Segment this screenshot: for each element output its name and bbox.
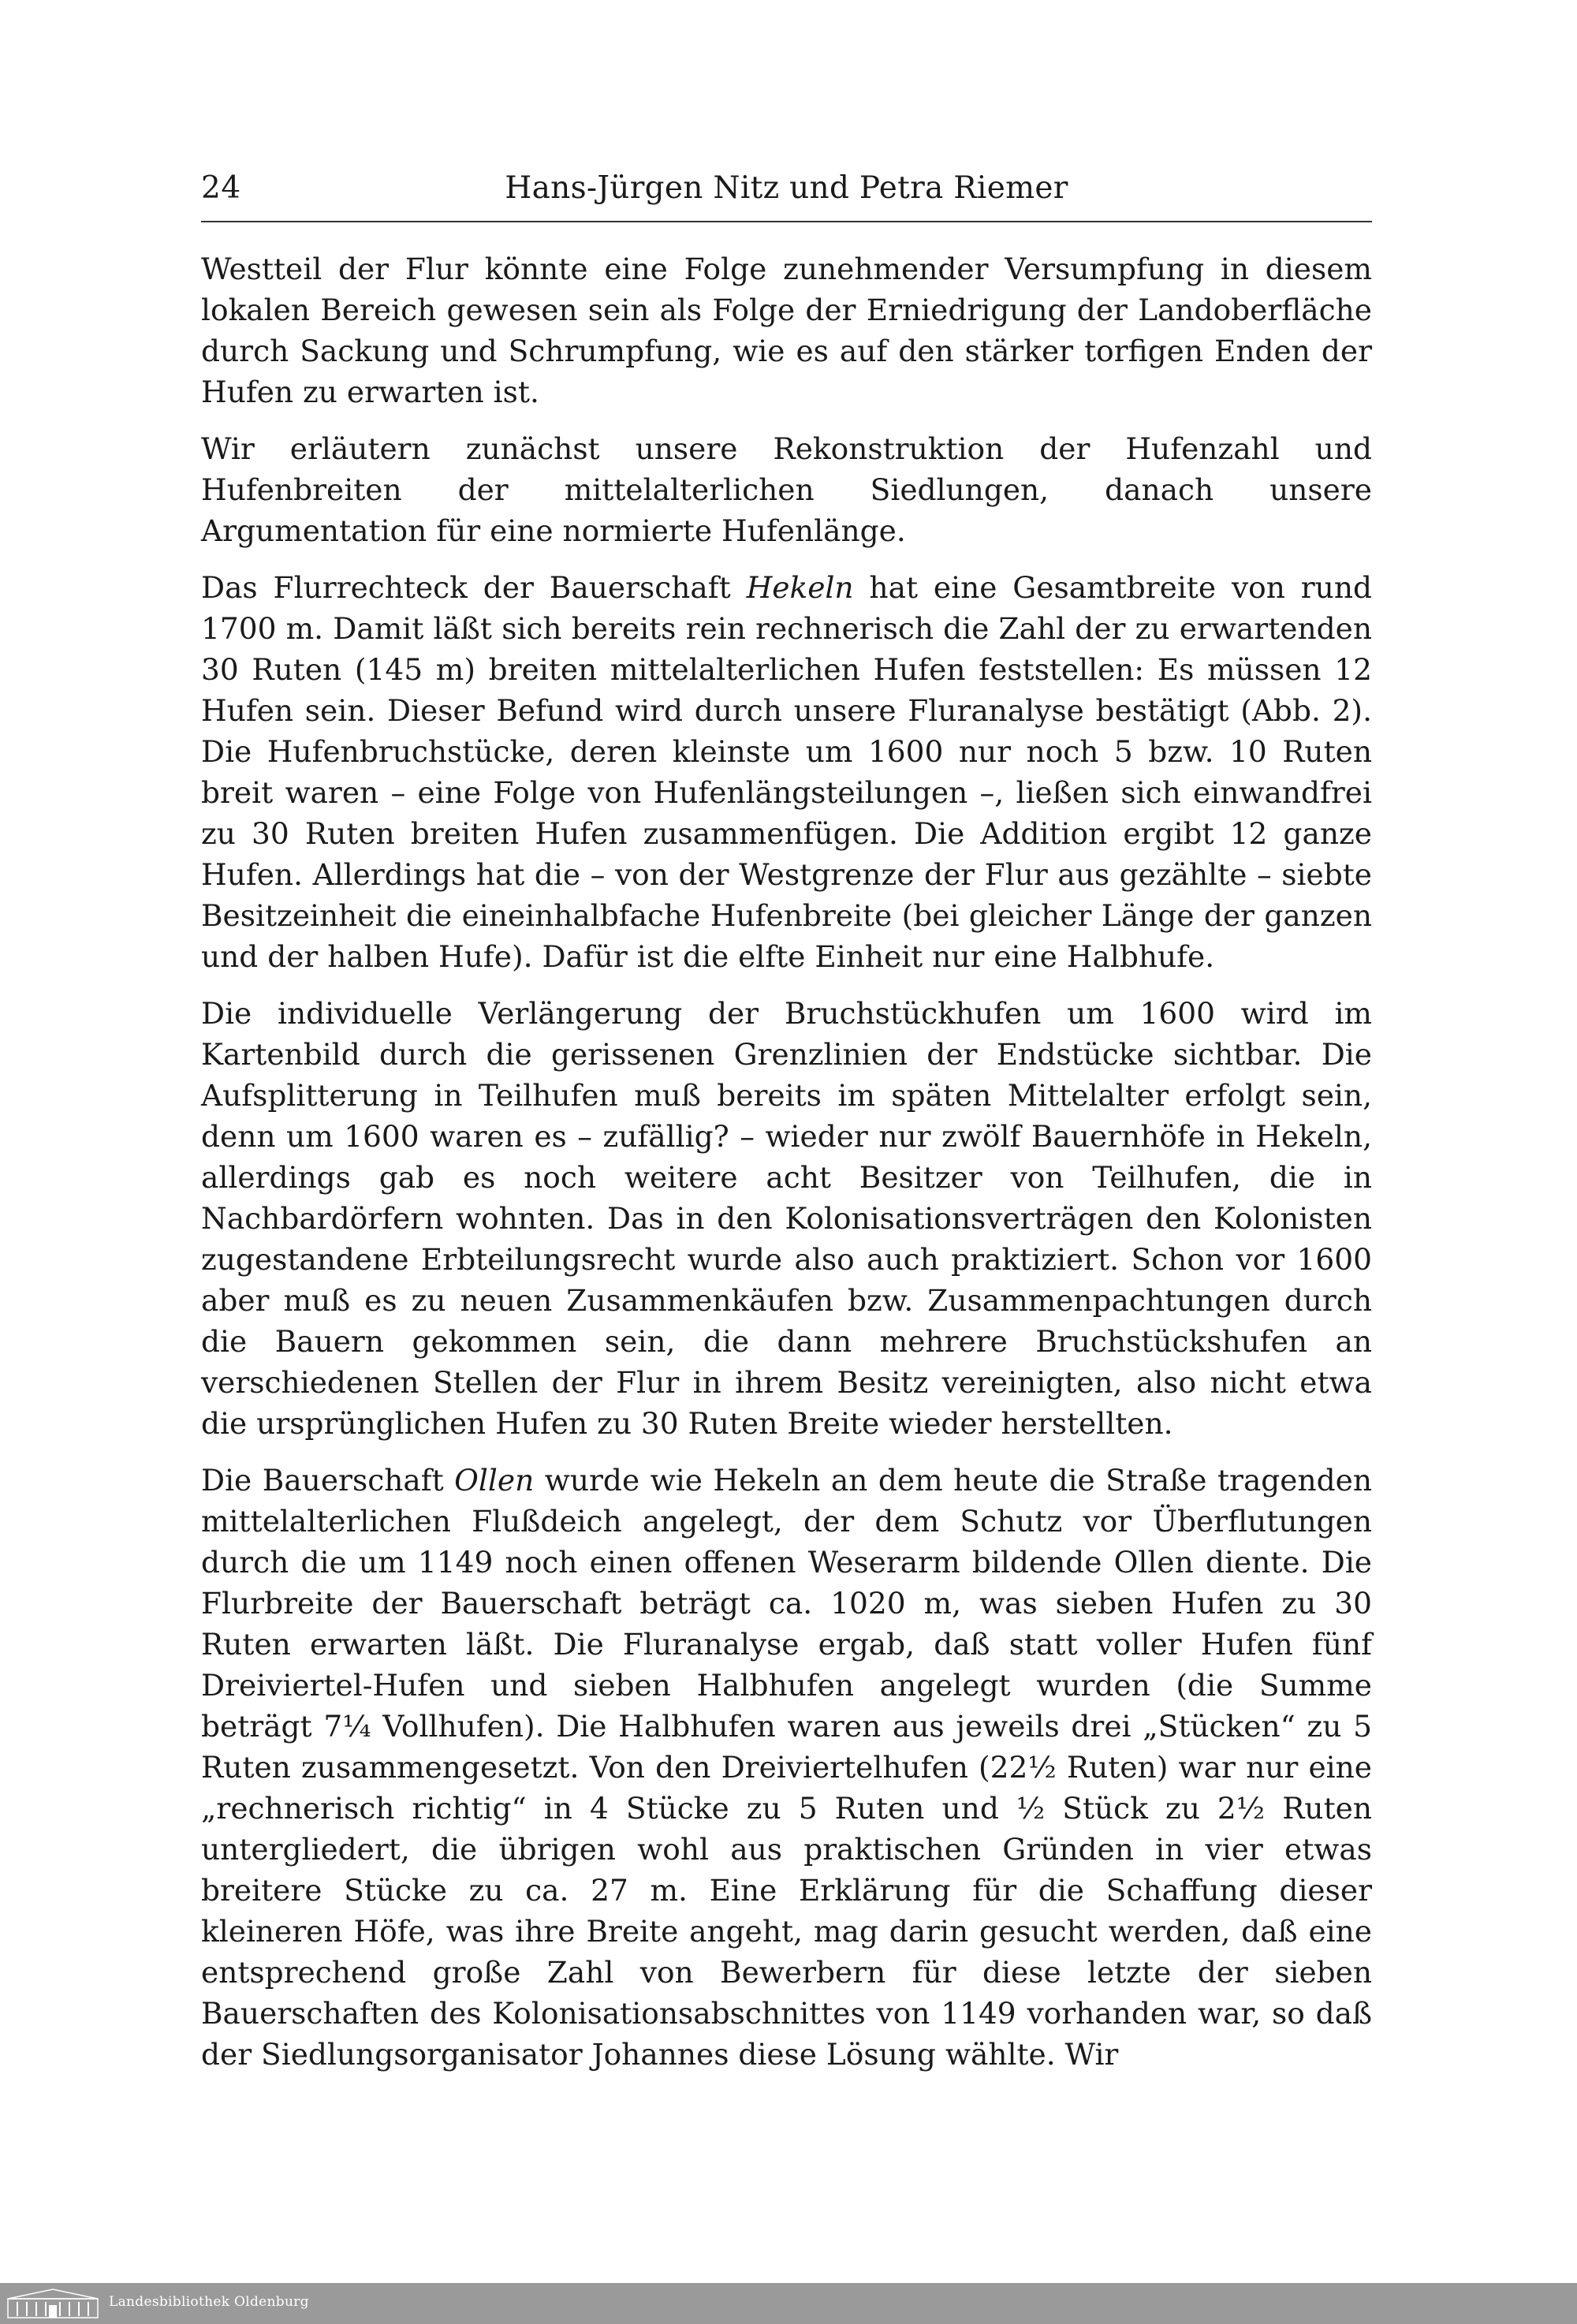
paragraph-text: hat eine Gesamtbreite von rund 1700 m. Damit läßt sich bereits rein rechnerisch die Zahl der zu erwartenden 30 Ruten (145 m) breiten mittelalterlichen Hufen feststellen: Es müssen 12 Hufen sein. Dieser Befund wird durch unsere Fluranalyse bestätigt (Abb. 2). Die Hufenbruchstücke, deren kleinste um 1600 nur noch 5 bzw. 10 Ruten breit waren – eine Folge von Hufenlängsteilungen –, ließen sich einwandfrei zu 30 Ruten breiten Hufen zusammenfügen. Die Addition ergibt 12 ganze Hufen. Allerdings hat die – von der Westgrenze der Flur aus gezählte – siebte Besitzeinheit die eineinhalbfache Hufenbreite (bei gleicher Länge der ganzen und der halben Hufe). Dafür ist die elfte Einheit nur eine Halbhufe. — [201, 570, 1372, 974]
running-head: Hans-Jürgen Nitz und Petra Riemer — [505, 170, 1068, 206]
page-header — [201, 166, 1372, 222]
place-name-ollen: Ollen — [454, 1463, 535, 1498]
place-name-hekeln: Hekeln — [746, 570, 854, 605]
paragraph — [201, 567, 1372, 977]
paragraph: Westteil der Flur könnte eine Folge zunehmender Versumpfung in diesem lokalen Bereich gewesen sein als Folge der Erniedrigung der Landoberfläche durch Sackung und Schrumpfung, wie es auf den stärker torfigen Enden der Hufen zu erwarten ist. — [201, 252, 1372, 409]
paragraph-text: Die Bauerschaft — [201, 1463, 455, 1498]
page-number: 24 — [201, 170, 241, 206]
paragraph-text: wurde wie Hekeln an dem heute die Straße tragenden mittelalterlichen Flußdeich angelegt, der dem Schutz vor Überflutungen durch die um 1149 noch einen offenen Weserarm bildende Ollen diente. Die Flurbreite der Bauerschaft beträgt ca. 1020 m, was sieben Hufen zu 30 Ruten erwarten läßt. Die Fluranalyse ergab, daß statt voller Hufen fünf Dreiviertel-Hufen und sieben Halbhufen angelegt wurden (die Summe beträgt 7¼ Vollhufen). Die Halbhufen waren aus jeweils drei „Stücken“ zu 5 Ruten zusammengesetzt. Von den Dreiviertelhufen (22½ Ruten) war nur eine „rechnerisch richtig“ in 4 Stücke zu 5 Ruten und ½ Stück zu 2½ Ruten untergliedert, die übrigen wohl aus praktischen Gründen in vier etwas breitere Stücke zu ca. 27 m. Eine Erklärung für die Schaffung dieser kleineren Höfe, was ihre Breite angeht, mag darin gesucht werden, daß eine entsprechend große Zahl von Bewerbern für diese letzte der sieben Bauerschaften des Kolonisationsabschnittes von 1149 vorhanden war, so daß der Siedlungsorganisator Johannes diese Lösung wählte. Wir — [201, 1463, 1372, 2072]
library-label: Landesbibliothek Oldenburg — [109, 2294, 309, 2310]
paragraph-text: Das Flurrechteck der Bauerschaft — [201, 570, 747, 605]
paragraph — [201, 1460, 1372, 2075]
body-text — [201, 248, 1372, 2091]
footer-bar — [0, 2283, 1577, 2324]
paragraph: Wir erläutern zunächst unsere Rekonstruktion der Hufenzahl und Hufenbreiten der mittelalterlichen Siedlungen, danach unsere Argumentation für eine normierte Hufenlänge. — [201, 431, 1372, 548]
paragraph: Die individuelle Verlängerung der Bruchstückhufen um 1600 wird im Kartenbild durch die gerissenen Grenzlinien der Endstücke sichtbar. Die Aufsplitterung in Teilhufen muß bereits im späten Mittelalter erfolgt sein, denn um 1600 waren es – zufällig? – wieder nur zwölf Bauernhöfe in Hekeln, allerdings gab es noch weitere acht Besitzer von Teilhufen, die in Nachbardörfern wohnten. Das in den Kolonisationsverträgen den Kolonisten zugestandene Erbteilungsrecht wurde also auch praktiziert. Schon vor 1600 aber muß es zu neuen Zusammenkäufen bzw. Zusammenpachtungen durch die Bauern gekommen sein, die dann mehrere Bruchstückshufen an verschiedenen Stellen der Flur in ihrem Besitz vereinigten, also nicht etwa die ursprünglichen Hufen zu 30 Ruten Breite wieder herstellten. — [201, 996, 1372, 1441]
library-building-icon — [6, 2288, 99, 2319]
